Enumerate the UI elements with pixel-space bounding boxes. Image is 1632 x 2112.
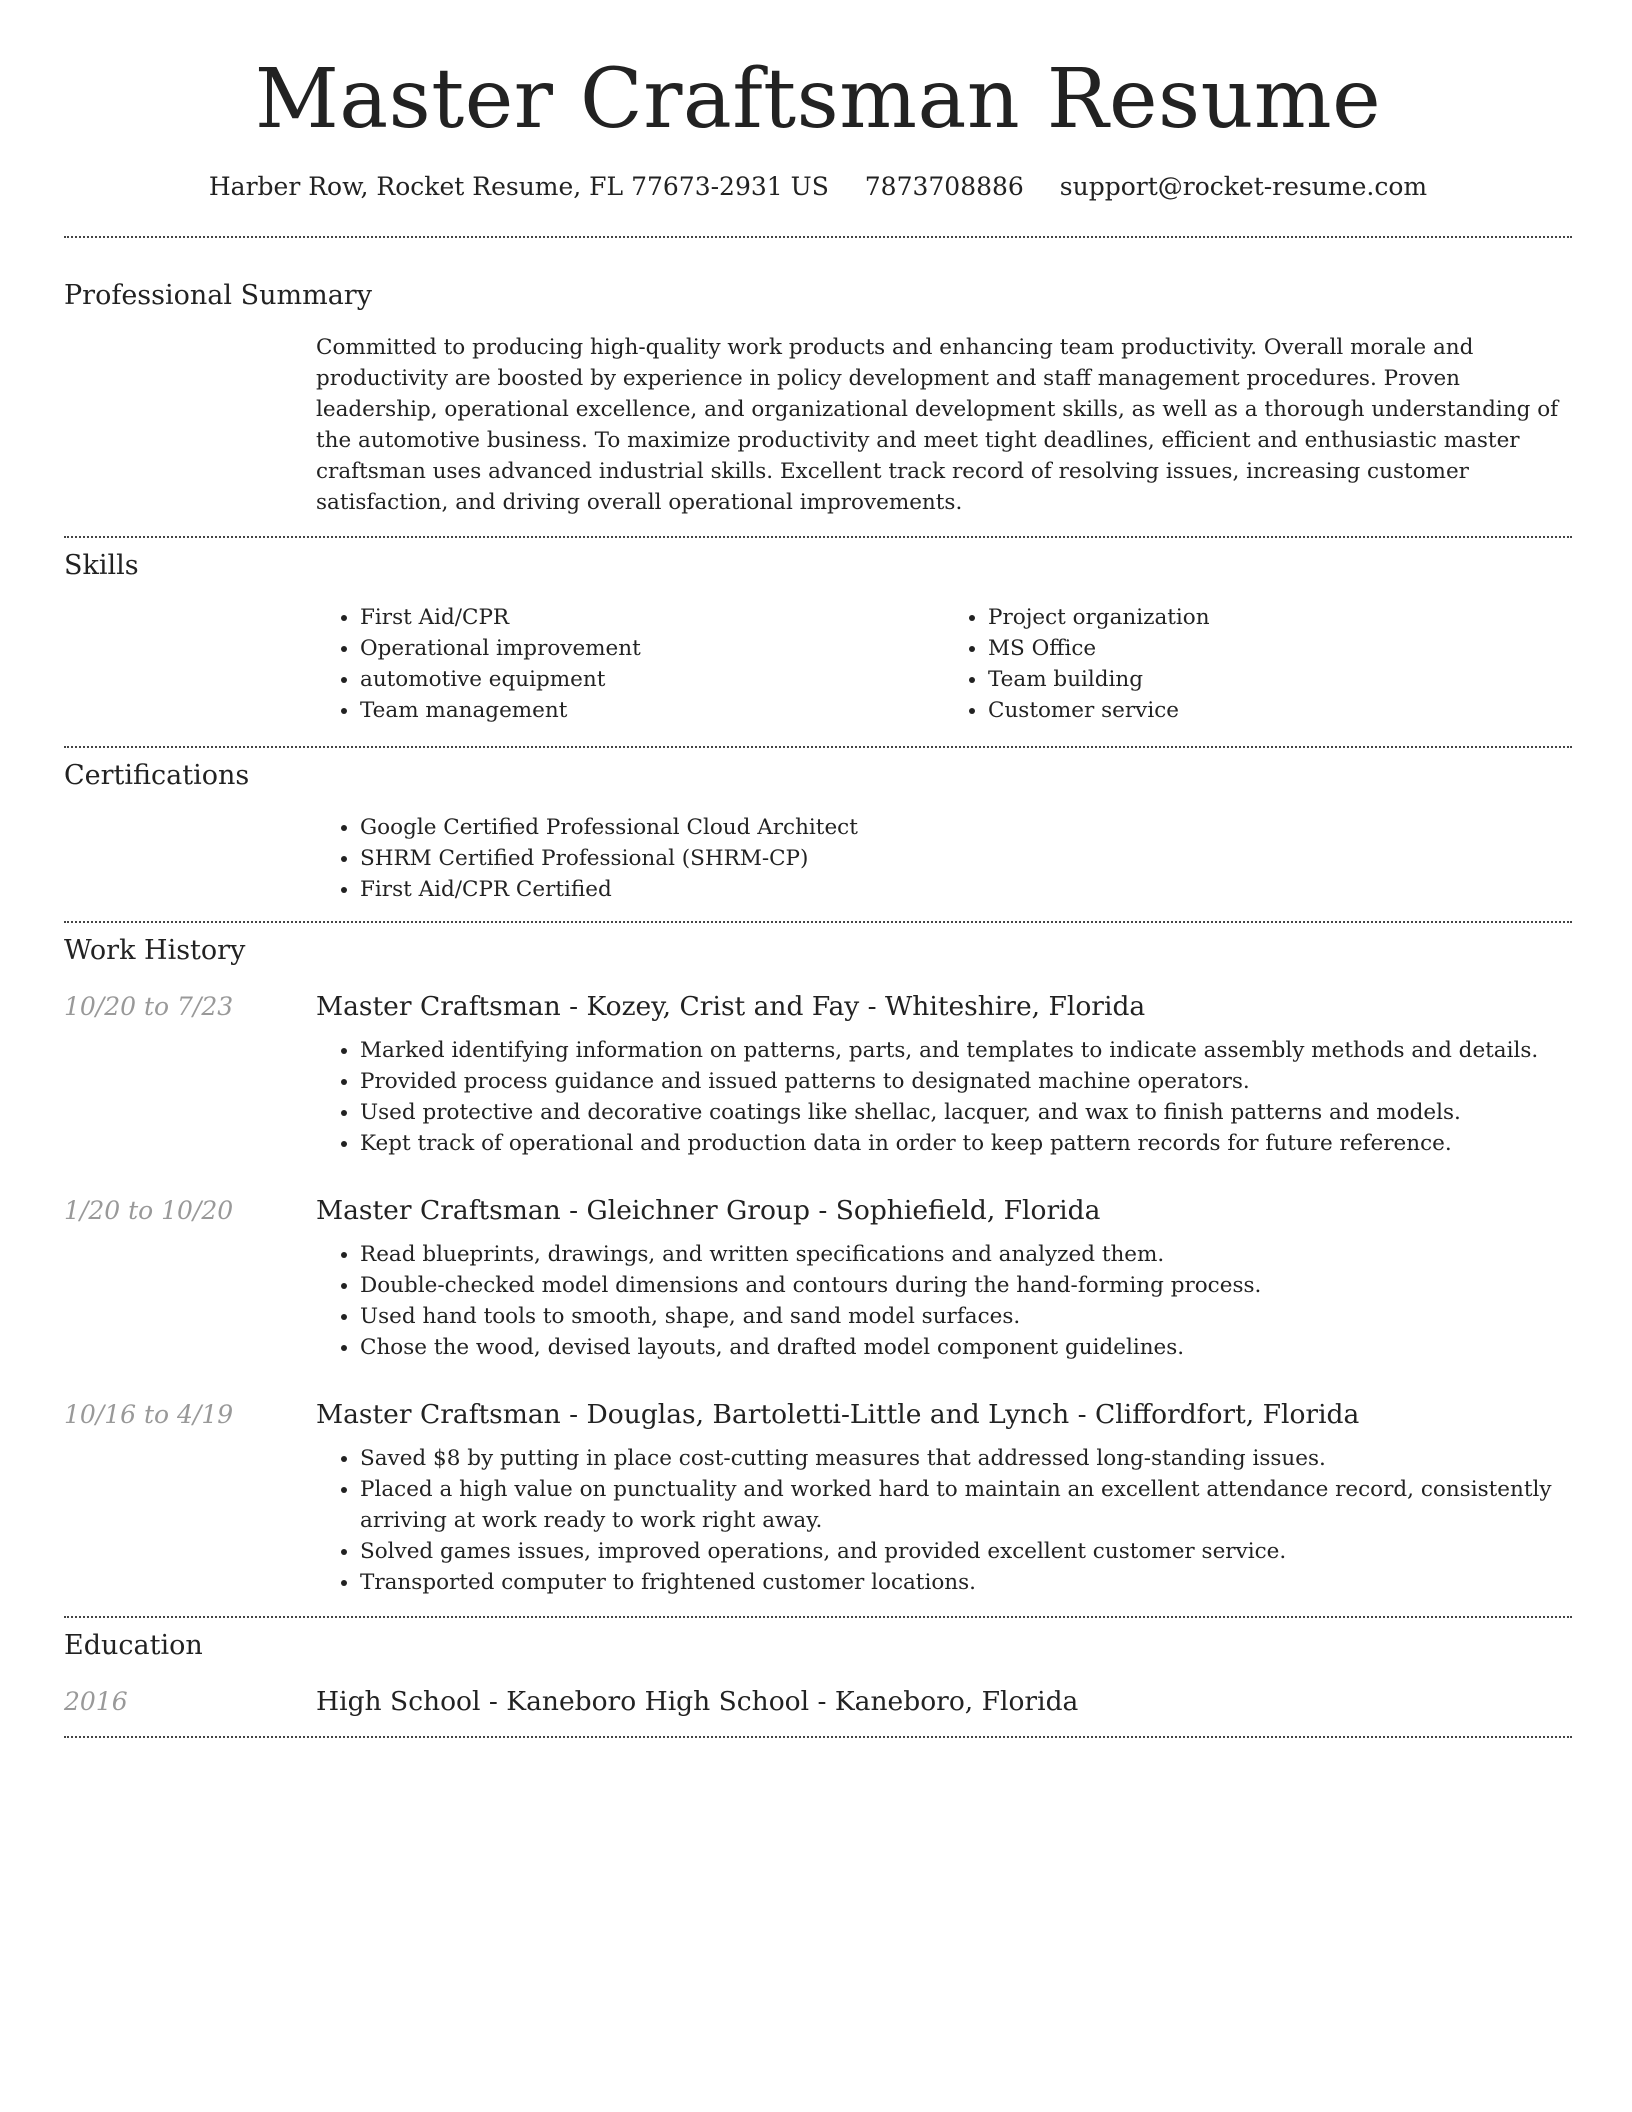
job-bullet: • Used protective and decorative coatings like shellac, lacquer, and wax to finish patterns and models. xyxy=(360,1097,1572,1128)
summary-section xyxy=(64,238,1572,536)
work-heading: Work History xyxy=(64,935,246,966)
job-bullet: • Double-checked model dimensions and contours during the hand-forming process. xyxy=(360,1270,1572,1301)
contact-phone: 7873708886 xyxy=(864,172,1024,201)
contact-email: support@rocket-resume.com xyxy=(1059,172,1428,201)
job-entry xyxy=(64,1193,1572,1363)
job-dates: 10/16 to 4/19 xyxy=(64,1400,234,1429)
resume-page xyxy=(64,0,1572,1738)
education-section xyxy=(64,1618,1572,1736)
certifications-section xyxy=(64,748,1572,921)
job-dates: 10/20 to 7/23 xyxy=(64,992,234,1021)
job-entry xyxy=(64,1397,1572,1598)
skill-item: • Team management xyxy=(360,695,944,726)
education-heading: Education xyxy=(64,1630,203,1661)
job-bullets xyxy=(316,1035,1572,1159)
skills-heading: Skills xyxy=(64,550,139,581)
skill-item: • Project organization xyxy=(988,602,1572,633)
job-bullet: • Kept track of operational and production data in order to keep pattern records for future reference. xyxy=(360,1128,1572,1159)
contact-line xyxy=(64,170,1572,204)
job-bullet: • Used hand tools to smooth, shape, and sand model surfaces. xyxy=(360,1301,1572,1332)
job-dates: 1/20 to 10/20 xyxy=(64,1196,234,1225)
job-bullet: • Placed a high value on punctuality and worked hard to maintain an excellent attendance record, consistently arriving at work ready to work right away. xyxy=(360,1474,1572,1536)
certifications-heading: Certifications xyxy=(64,760,250,791)
certification-item: • SHRM Certified Professional (SHRM-CP) xyxy=(360,843,1572,874)
summary-content xyxy=(316,332,1572,518)
skill-item: • Team building xyxy=(988,664,1572,695)
skill-item: • Operational improvement xyxy=(360,633,944,664)
job-bullet: • Transported computer to frightened customer locations. xyxy=(360,1567,1572,1598)
job-title: Master Craftsman - Kozey, Crist and Fay - Whiteshire, Florida xyxy=(316,991,1146,1022)
work-section xyxy=(64,923,1572,1616)
summary-heading: Professional Summary xyxy=(64,280,372,311)
skill-item: • MS Office xyxy=(988,633,1572,664)
certifications-content xyxy=(316,812,1572,905)
job-bullet: • Read blueprints, drawings, and written specifications and analyzed them. xyxy=(360,1239,1572,1270)
job-entry xyxy=(64,989,1572,1159)
certifications-list xyxy=(316,812,1572,905)
divider xyxy=(64,1736,1572,1738)
skills-list-left xyxy=(316,602,944,726)
job-bullet: • Marked identifying information on patterns, parts, and templates to indicate assembly methods and details. xyxy=(360,1035,1572,1066)
skills-columns xyxy=(316,602,1572,726)
skill-item: • Customer service xyxy=(988,695,1572,726)
job-bullet: • Saved $8 by putting in place cost-cutting measures that addressed long-standing issues. xyxy=(360,1443,1572,1474)
skill-item: • automotive equipment xyxy=(360,664,944,695)
summary-text: Committed to producing high-quality work products and enhancing team productivity. Overall morale and productivity are boosted by experience in policy development and staff management procedures. Proven leadership, operational excellence, and organizational development skills, as well as a thorough understanding of the automotive business. To maximize productivity and meet tight deadlines, efficient and enthusiastic master craftsman uses advanced industrial skills. Excellent track record of resolving issues, increasing customer satisfaction, and driving overall operational improvements. xyxy=(316,335,1559,515)
job-bullets xyxy=(316,1443,1572,1598)
job-title: Master Craftsman - Gleichner Group - Sophiefield, Florida xyxy=(316,1195,1101,1226)
education-dates: 2016 xyxy=(64,1687,128,1716)
certification-item: • First Aid/CPR Certified xyxy=(360,874,1572,905)
skill-item: • First Aid/CPR xyxy=(360,602,944,633)
education-title: High School - Kaneboro High School - Kaneboro, Florida xyxy=(316,1686,1079,1717)
skills-section xyxy=(64,538,1572,746)
resume-title: Master Craftsman Resume xyxy=(254,52,1382,147)
skills-list-right xyxy=(944,602,1572,726)
certification-item: • Google Certified Professional Cloud Architect xyxy=(360,812,1572,843)
job-bullet: • Provided process guidance and issued patterns to designated machine operators. xyxy=(360,1066,1572,1097)
job-bullet: • Solved games issues, improved operations, and provided excellent customer service. xyxy=(360,1536,1572,1567)
job-title: Master Craftsman - Douglas, Bartoletti-Little and Lynch - Cliffordfort, Florida xyxy=(316,1399,1360,1430)
contact-address: Harber Row, Rocket Resume, FL 77673-2931 US xyxy=(208,172,829,201)
education-entry xyxy=(64,1684,1572,1720)
job-bullet: • Chose the wood, devised layouts, and drafted model component guidelines. xyxy=(360,1332,1572,1363)
job-bullets xyxy=(316,1239,1572,1363)
